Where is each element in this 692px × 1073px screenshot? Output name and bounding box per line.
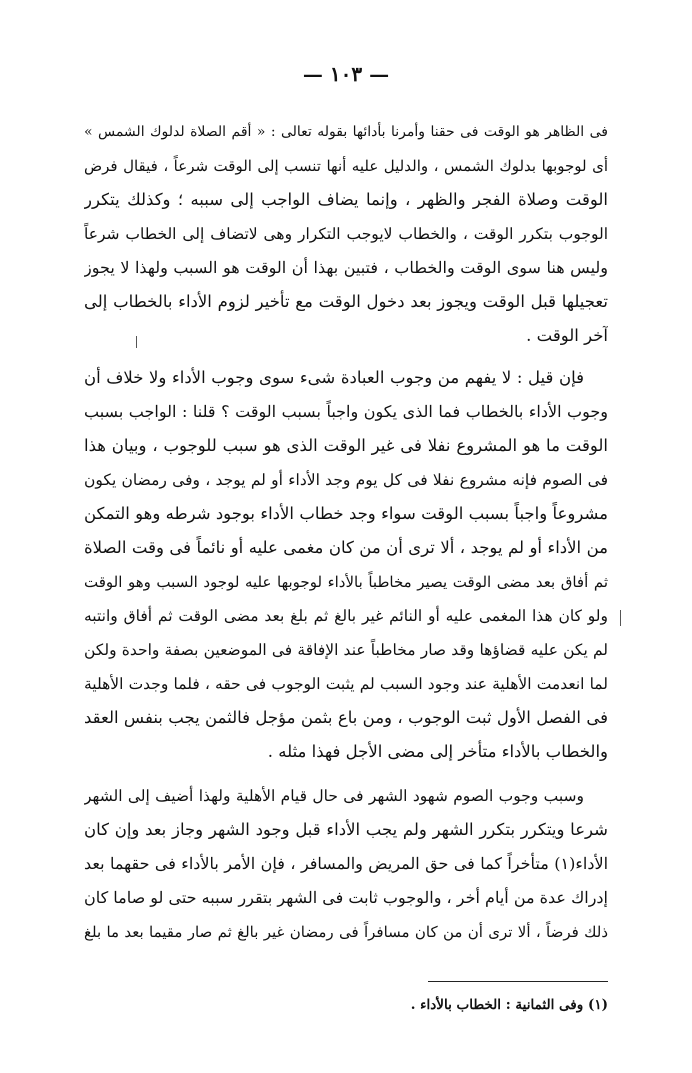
- paragraph-3-line-2: شرعا ويتكرر بتكرر الشهر ولم يجب الأداء قبل وجود الشهر وجاز بعد وإن كان: [84, 820, 608, 839]
- paragraph-3-line-4: إدراك عدة من أيام أخر ، والوجوب ثابت فى الشهر بتقرر سببه حتى لو صاما كان: [84, 888, 608, 907]
- paragraph-3-line-3: الأداء(١) متأخراً كما فى حق المريض والمسافر ، فإن الأمر بالأداء فى حقهما بعد: [84, 854, 608, 873]
- paragraph-2-line-11: فى الفصل الأول ثبت الوجوب ، ومن باع بثمن مؤجل فالثمن يجب بنفس العقد: [84, 708, 608, 727]
- paragraph-2-line-5: مشروعاً واجباً بسبب الوقت سواء وجد خطاب الأداء بوجود شرطه وهو التمكن: [84, 504, 608, 523]
- paragraph-2-line-8: ولو كان هذا المغمى عليه أو النائم غير بالغ ثم بلغ بعد مضى الوقت ثم أفاق وانتبه: [84, 607, 608, 625]
- paragraph-1-line-6: تعجيلها قبل الوقت ويجوز بعد دخول الوقت مع تأخير لزوم الأداء بالخطاب إلى: [84, 292, 608, 311]
- paragraph-3-line-1: وسبب وجوب الصوم شهود الشهر فى حال قيام الأهلية ولهذا أضيف إلى الشهر: [84, 787, 584, 805]
- paragraph-2-line-3: الوقت ما هو المشروع نفلا فى غير الوقت الذى هو سبب للوجوب ، وبيان هذا: [84, 436, 608, 455]
- paragraph-1-line-5: وليس هنا سوى الوقت والخطاب ، فتبين بهذا أن الوقت هو السبب ولهذا لا يجوز: [84, 258, 608, 277]
- page-number: — ١٠٣ —: [302, 62, 390, 86]
- footnote: (١) وفى الثمانية : الخطاب بالأداء .: [410, 997, 608, 1013]
- paragraph-1-line-2: أى لوجوبها بدلوك الشمس ، والدليل عليه أنها تنسب إلى الوقت شرعاً ، فيقال فرض: [84, 157, 608, 175]
- paragraph-1-line-4: الوجوب بتكرر الوقت ، والخطاب لايوجب التكرار وهى لاتضاف إلى الخطاب شرعاً: [84, 225, 608, 243]
- margin-mark: [136, 336, 137, 348]
- margin-mark: [620, 610, 621, 626]
- paragraph-2-line-6: من الأداء أو لم يوجد ، ألا ترى أن من كان مغمى عليه أو نائماً فى وقت الصلاة: [84, 538, 608, 557]
- paragraph-2-line-12: والخطاب بالأداء متأخر إلى مضى الأجل فهذا مثله .: [267, 742, 608, 761]
- paragraph-2-line-2: وجوب الأداء بالخطاب فما الذى يكون واجباً بسبب الوقت ؟ قلنا : الواجب بسبب: [84, 402, 608, 421]
- paragraph-1-line-3: الوقت وصلاة الفجر والظهر ، وإنما يضاف الواجب إلى سببه ؛ وكذلك يتكرر: [84, 190, 608, 209]
- paragraph-3-line-5: ذلك فرضاً ، ألا ترى أن من كان مسافراً فى رمضان غير بالغ ثم صار مقيما بعد ما بلغ: [84, 923, 608, 941]
- paragraph-2-line-10: لما انعدمت الأهلية عند وجود السبب لم يثبت الوجوب فى حقه ، فلما وجدت الأهلية: [84, 675, 608, 693]
- paragraph-2-line-9: لم يكن عليه قضاؤها وقد صار مخاطباً عند الإفاقة فى الموضعين بصفة واحدة ولكن: [84, 641, 608, 659]
- paragraph-2-line-1: فإن قيل : لا يفهم من وجوب العبادة شىء سوى وجوب الأداء ولا خلاف أن: [84, 368, 584, 387]
- paragraph-2-line-7: ثم أفاق بعد مضى الوقت يصير مخاطباً بالأداء لوجوبها عليه لوجود السبب وهو الوقت: [84, 573, 608, 591]
- paragraph-1-line-7: آخر الوقت .: [526, 326, 608, 345]
- footnote-divider: [428, 981, 608, 982]
- paragraph-2-line-4: فى الصوم فإنه مشروع نفلا فى كل يوم وجد الأداء أو لم يوجد ، وفى رمضان يكون: [84, 471, 608, 489]
- paragraph-1-line-1: فى الظاهر هو الوقت فى حقنا وأمرنا بأدائها بقوله تعالى : « أقم الصلاة لدلوك الشمس »: [84, 124, 608, 140]
